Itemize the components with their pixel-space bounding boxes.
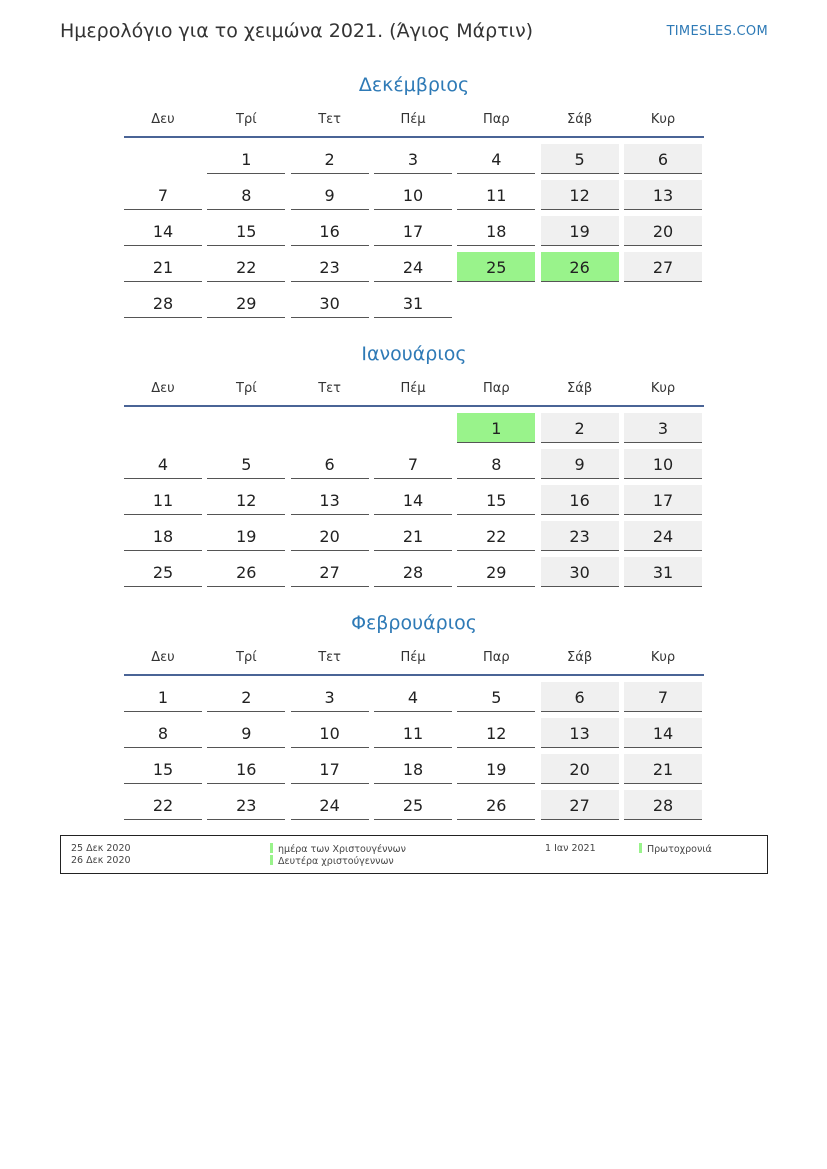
- day-cell[interactable]: 30: [541, 557, 619, 587]
- day-cell[interactable]: 21: [624, 754, 702, 784]
- day-cell[interactable]: 28: [624, 790, 702, 820]
- legend-holiday-name: ημέρα των Χριστουγέννων: [270, 843, 406, 855]
- legend-date: 1 Ιαν 2021: [545, 843, 596, 854]
- day-cell[interactable]: 14: [374, 485, 452, 515]
- day-cell[interactable]: 1: [207, 144, 285, 174]
- day-cell[interactable]: 24: [374, 252, 452, 282]
- weekday-label: Τρί: [236, 650, 257, 665]
- weekday-label: Πέμ: [400, 112, 426, 127]
- day-cell[interactable]: 5: [541, 144, 619, 174]
- weekday-label: Σάβ: [567, 650, 593, 665]
- day-cell[interactable]: 15: [457, 485, 535, 515]
- day-cell[interactable]: 1: [124, 682, 202, 712]
- day-cell[interactable]: 15: [124, 754, 202, 784]
- day-cell[interactable]: 26: [457, 790, 535, 820]
- day-cell[interactable]: 8: [207, 180, 285, 210]
- day-cell[interactable]: 10: [291, 718, 369, 748]
- day-cell[interactable]: 20: [541, 754, 619, 784]
- day-cell[interactable]: 20: [624, 216, 702, 246]
- day-cell[interactable]: 23: [291, 252, 369, 282]
- day-cell[interactable]: 19: [207, 521, 285, 551]
- day-cell[interactable]: 12: [207, 485, 285, 515]
- legend-date: 25 Δεκ 2020: [71, 843, 131, 854]
- weekday-label: Πέμ: [400, 381, 426, 396]
- day-cell[interactable]: 19: [457, 754, 535, 784]
- day-cell[interactable]: 24: [291, 790, 369, 820]
- weekday-header: [124, 644, 704, 676]
- weekday-label: Δευ: [151, 650, 175, 665]
- day-cell[interactable]: 2: [541, 413, 619, 443]
- weekday-label: Κυρ: [650, 112, 676, 127]
- day-cell[interactable]: 12: [457, 718, 535, 748]
- day-cell[interactable]: 5: [207, 449, 285, 479]
- weekday-label: Κυρ: [650, 381, 676, 396]
- day-cell[interactable]: 3: [291, 682, 369, 712]
- day-cell[interactable]: 25: [374, 790, 452, 820]
- day-cell[interactable]: 13: [624, 180, 702, 210]
- legend-holiday-name: Πρωτοχρονιά: [639, 843, 712, 855]
- day-cell[interactable]: 29: [207, 288, 285, 318]
- day-cell[interactable]: 31: [624, 557, 702, 587]
- weekday-label: Τρί: [236, 381, 257, 396]
- holiday-color-marker: [639, 843, 642, 853]
- day-cell[interactable]: 31: [374, 288, 452, 318]
- day-cell[interactable]: 26: [207, 557, 285, 587]
- day-cell[interactable]: 11: [457, 180, 535, 210]
- day-cell[interactable]: 28: [124, 288, 202, 318]
- day-cell[interactable]: 21: [124, 252, 202, 282]
- month-calendar: [124, 70, 704, 313]
- holiday-color-marker: [270, 843, 273, 853]
- holiday-day-cell[interactable]: 25: [457, 252, 535, 282]
- day-cell[interactable]: 22: [207, 252, 285, 282]
- weekday-label: Σάβ: [567, 381, 593, 396]
- month-name: Δεκέμβριος: [358, 74, 470, 96]
- weekday-label: Παρ: [482, 112, 510, 127]
- day-cell[interactable]: 23: [541, 521, 619, 551]
- day-cell[interactable]: 13: [291, 485, 369, 515]
- day-cell[interactable]: 25: [124, 557, 202, 587]
- day-cell[interactable]: 23: [207, 790, 285, 820]
- weekday-label: Τετ: [318, 650, 341, 665]
- day-cell[interactable]: 18: [457, 216, 535, 246]
- day-cell[interactable]: 28: [374, 557, 452, 587]
- page-title: Ημερολόγιο για το χειμώνα 2021. (Άγιος Μάρτιν): [60, 20, 534, 42]
- day-cell[interactable]: 8: [124, 718, 202, 748]
- day-cell[interactable]: 10: [624, 449, 702, 479]
- day-cell[interactable]: 21: [374, 521, 452, 551]
- day-cell[interactable]: 7: [374, 449, 452, 479]
- weekday-label: Δευ: [151, 112, 175, 127]
- day-cell[interactable]: 27: [624, 252, 702, 282]
- day-cell[interactable]: 19: [541, 216, 619, 246]
- day-cell[interactable]: 9: [291, 180, 369, 210]
- day-cell[interactable]: 4: [374, 682, 452, 712]
- weekday-label: Πέμ: [400, 650, 426, 665]
- day-cell[interactable]: 12: [541, 180, 619, 210]
- day-cell[interactable]: 2: [207, 682, 285, 712]
- day-cell[interactable]: 16: [291, 216, 369, 246]
- day-cell[interactable]: 14: [124, 216, 202, 246]
- page-header: [60, 18, 768, 48]
- day-cell[interactable]: 4: [457, 144, 535, 174]
- month-calendar: [124, 339, 704, 582]
- day-cell[interactable]: 17: [291, 754, 369, 784]
- day-cell[interactable]: 13: [541, 718, 619, 748]
- day-cell[interactable]: 27: [291, 557, 369, 587]
- day-cell[interactable]: 24: [624, 521, 702, 551]
- day-cell[interactable]: 3: [624, 413, 702, 443]
- day-cell[interactable]: 7: [124, 180, 202, 210]
- day-cell[interactable]: 8: [457, 449, 535, 479]
- weekday-label: Παρ: [482, 381, 510, 396]
- month-calendar: [124, 608, 704, 815]
- day-cell[interactable]: 27: [541, 790, 619, 820]
- month-name: Φεβρουάριος: [351, 612, 477, 634]
- day-cell[interactable]: 16: [541, 485, 619, 515]
- day-cell[interactable]: 18: [374, 754, 452, 784]
- day-cell[interactable]: 10: [374, 180, 452, 210]
- weekday-label: Παρ: [482, 650, 510, 665]
- day-cell[interactable]: 22: [457, 521, 535, 551]
- holiday-legend: [60, 835, 768, 874]
- legend-date: 26 Δεκ 2020: [71, 855, 131, 866]
- holiday-color-marker: [270, 855, 273, 865]
- legend-holiday-name: Δευτέρα χριστούγεννων: [270, 855, 394, 867]
- day-cell[interactable]: 18: [124, 521, 202, 551]
- day-cell[interactable]: 16: [207, 754, 285, 784]
- day-cell[interactable]: 6: [291, 449, 369, 479]
- day-cell[interactable]: 14: [624, 718, 702, 748]
- day-cell[interactable]: 4: [124, 449, 202, 479]
- day-cell[interactable]: 29: [457, 557, 535, 587]
- weekday-label: Τετ: [318, 112, 341, 127]
- day-cell[interactable]: 3: [374, 144, 452, 174]
- day-cell[interactable]: 30: [291, 288, 369, 318]
- holiday-day-cell[interactable]: 26: [541, 252, 619, 282]
- weekday-header: [124, 106, 704, 138]
- day-cell[interactable]: 17: [374, 216, 452, 246]
- day-cell[interactable]: 2: [291, 144, 369, 174]
- brand-link[interactable]: TIMESLES.COM: [666, 24, 768, 39]
- day-cell[interactable]: 6: [541, 682, 619, 712]
- day-cell[interactable]: 17: [624, 485, 702, 515]
- weekday-label: Κυρ: [650, 650, 676, 665]
- day-cell[interactable]: 9: [207, 718, 285, 748]
- weekday-label: Τρί: [236, 112, 257, 127]
- day-cell[interactable]: 22: [124, 790, 202, 820]
- day-cell[interactable]: 6: [624, 144, 702, 174]
- weekday-label: Τετ: [318, 381, 341, 396]
- day-cell[interactable]: 9: [541, 449, 619, 479]
- weekday-label: Δευ: [151, 381, 175, 396]
- weekday-label: Σάβ: [567, 112, 593, 127]
- day-cell[interactable]: 20: [291, 521, 369, 551]
- day-cell[interactable]: 11: [374, 718, 452, 748]
- weekday-header: [124, 375, 704, 407]
- day-cell[interactable]: 7: [624, 682, 702, 712]
- day-cell[interactable]: 5: [457, 682, 535, 712]
- day-cell[interactable]: 11: [124, 485, 202, 515]
- day-cell[interactable]: 15: [207, 216, 285, 246]
- month-name: Ιανουάριος: [361, 343, 467, 365]
- holiday-day-cell[interactable]: 1: [457, 413, 535, 443]
